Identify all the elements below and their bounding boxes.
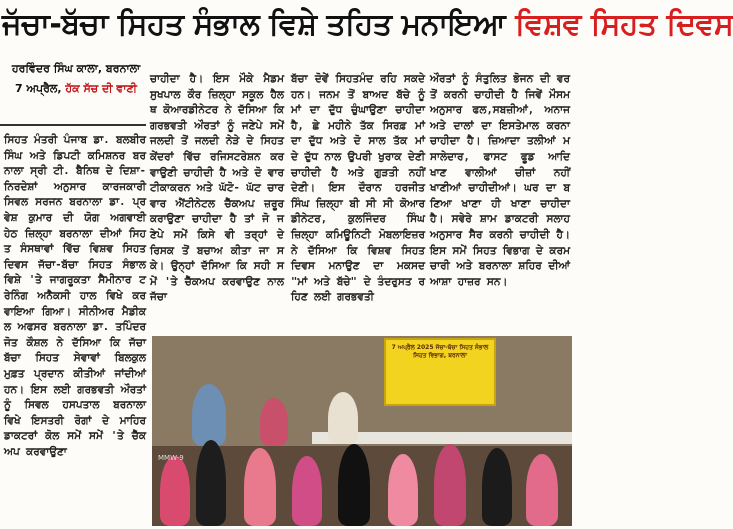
article-text: ਸਿਹਤ ਮੰਤਰੀ ਪੰਜਾਬ ਡਾ. ਬਲਬੀਰ ਸਿੰਘ ਅਤੇ ਡਿਪਟੀ ਕਮਿਸ਼ਨਰ ਬਰਨਾਲਾ ਸ੍ਰੀ ਟੀ. ਬੈਨਿਥ ਦੇ ਦਿਸ਼ਾ- ਨਿਰਦੇਸ਼ਾਂ ਅਨੁਸਾਰ ਕਾਰਜਕਾਰੀ ਸਿਵਲ ਸਰਜਨ ਬਰਨਾਲਾ ਡਾ. ਪ੍ਰਵੇਸ਼ ਕੁਮਾਰ ਦੀ ਯੋਗ ਅਗਵਾਈ ਹੇਠ ਜ਼ਿਲ੍ਹਾ ਬਰਨਾਲਾ ਦੀਆਂ ਸਿਹਤ ਸੰਸਥਾਵਾਂ ਵਿੱਚ ਵਿਸ਼ਵ ਸਿਹਤ ਦਿਵਸ ਜੱਚਾ-ਬੱਚਾ ਸਿਹਤ ਸੰਭਾਲ ਵਿਸ਼ੇ 'ਤੇ ਜਾਗਰੂਕਤਾ ਸੈਮੀਨਾਰ ਟਰੇਨਿੰਗ ਅਨੈਕਸੀ ਹਾਲ ਵਿਖੇ ਕਰਵਾਇਆ ਗਿਆ। ਸੀਨੀਅਰ ਮੈਡੀਕਲ ਅਫਸਰ ਬਰਨਾਲਾ ਡਾ. ਤਪਿੰਦਰਜੋਤ ਕੌਸ਼ਲ ਨੇ ਦੱਸਿਆ ਕਿ ਜੱਚਾ ਬੱਚਾ ਸਿਹਤ ਸੇਵਾਵਾਂ ਬਿਲਕੁਲ ਮੁਫ਼ਤ ਪ੍ਰਦਾਨ ਕੀਤੀਆਂ ਜਾਂਦੀਆਂ ਹਨ। ਇਸ ਲਈ ਗਰਭਵਤੀ ਔਰਤਾਂ ਨੂੰ ਸਿਵਲ ਹਸਪਤਾਲ ਬਰਨਾਲਾ ਵਿਖੇ ਇਸਤਰੀ ਰੋਗਾਂ ਦੇ ਮਾਹਿਰ ਡਾਕਟਰਾਂ ਕੋਲ ਸਮੇਂ ਸਮੇਂ 'ਤੇ ਚੈੱਕਅਪ ਕਰਵਾਉਣਾ bbox=[4, 134, 146, 458]
audience-figure bbox=[292, 456, 322, 526]
byline-dateline: 7 ਅਪ੍ਰੈਲ, bbox=[15, 82, 66, 95]
photo-mark: MMW-9 bbox=[158, 454, 184, 462]
headline-part-red: ਵਿਸ਼ਵ ਸਿਹਤ ਦਿਵਸ bbox=[515, 7, 733, 42]
byline-reporter: ਹਰਵਿੰਦਰ ਸਿੰਘ ਕਾਲਾ, ਬਰਨਾਲਾ bbox=[11, 62, 141, 75]
audience-figure bbox=[434, 444, 466, 526]
audience-figure bbox=[160, 456, 190, 526]
byline-agency: ਹੱਕ ਸੱਚ ਦੀ ਵਾਣੀ bbox=[65, 82, 137, 95]
headline bbox=[2, 0, 733, 50]
article-text: ਔਰਤਾਂ ਨੂੰ ਸੰਤੁਲਿਤ ਭੋਜਨ ਦੀ ਵਰਤੋਂ ਕਰਨੀ ਚਾਹੀਦੀ ਹੈ ਜਿਵੇਂ ਮੌਸਮ ਅਨੁਸਾਰ ਫਲ,ਸਬਜ਼ੀਆਂ, ਅਨਾਜ ਅਤੇ ਦਾਲਾਂ ਦਾ ਇਸਤੇਮਾਲ ਕਰਨਾ ਚਾਹੀਦਾ ਹੈ। ਜ਼ਿਆਦਾ ਤਲੀਆਂ ਮਸਾਲੇਦਾਰ, ਫਾਸਟ ਫੂਡ ਆਦਿ ਖਾਣ ਵਾਲੀਆਂ ਚੀਜ਼ਾਂ ਨਹੀਂ ਖਾਣੀਆਂ ਚਾਹੀਦੀਆਂ। ਘਰ ਦਾ ਬਣਿਆ ਖਾਣਾ ਹੀ ਖਾਣਾ ਚਾਹੀਦਾ ਹੈ। ਸਵੇਰੇ ਸ਼ਾਮ ਡਾਕਟਰੀ ਸਲਾਹ ਅਨੁਸਾਰ ਸੈਰ ਕਰਨੀ ਚਾਹੀਦੀ ਹੈ। ਇਸ ਸਮੇਂ ਸਿਹਤ ਵਿਭਾਗ ਦੇ ਕਰਮਚਾਰੀ ਅਤੇ ਬਰਨਾਲਾ ਸ਼ਹਿਰ ਦੀਆਂ ਆਸ਼ਾ ਹਾਜ਼ਰ ਸਨ। bbox=[430, 73, 570, 288]
article-column-2 bbox=[150, 72, 284, 332]
audience-figure bbox=[244, 448, 276, 526]
speaker-figure bbox=[192, 384, 226, 446]
audience-figure bbox=[196, 440, 226, 526]
speaker-figure bbox=[260, 398, 288, 446]
article-column-1 bbox=[4, 133, 146, 527]
audience-figure bbox=[526, 454, 558, 526]
article-text: ਬੱਚਾ ਦੋਵੇਂ ਸਿਹਤਮੰਦ ਰਹਿ ਸਕਦੇ ਹਨ। ਜਨਮ ਤੋਂ ਬਾਅਦ ਬੱਚੇ ਨੂੰ ਮਾਂ ਦਾ ਦੁੱਧ ਚੁੰਘਾਉਣਾ ਚਾਹੀਦਾ ਹੈ, ਛੇ ਮਹੀਨੇ ਤੱਕ ਸਿਰਫ਼ ਮਾਂ ਦਾ ਦੁੱਧ ਅਤੇ ਦੋ ਸਾਲ ਤੱਕ ਮਾਂ ਦੇ ਦੁੱਧ ਨਾਲ ਉਪਰੀ ਖੁਰਾਕ ਦੇਣੀ ਚਾਹੀਦੀ ਹੈ ਅਤੇ ਗੁੜਤੀ ਨਹੀਂ ਦੇਣੀ। ਇਸ ਦੌਰਾਨ ਹਰਜੀਤ ਸਿੰਘ ਜ਼ਿਲ੍ਹਾ ਬੀ ਸੀ ਸੀ ਕੋਆਰਡੀਨੇਟਰ, ਕੁਲਜਿੰਦਰ ਸਿੰਘ ਜ਼ਿਲ੍ਹਾ ਕਮਿਊਨਿਟੀ ਮੋਬਲਾਇਜ਼ਰ ਨੇ ਦੱਸਿਆ ਕਿ ਵਿਸ਼ਵ ਸਿਹਤ ਦਿਵਸ ਮਨਾਉਣ ਦਾ ਮਕਸਦ "ਮਾਂ ਅਤੇ ਬੱਚੇ" ਦੇ ਤੰਦਰੁਸਤ ਰਹਿਣ ਲਈ ਗਰਭਵਤੀ bbox=[291, 73, 425, 304]
seminar-photo bbox=[152, 336, 572, 526]
article-column-3 bbox=[291, 72, 425, 332]
article-column-4 bbox=[430, 72, 570, 332]
headline-part-black: ਜੱਚਾ-ਬੱਚਾ ਸਿਹਤ ਸੰਭਾਲ ਵਿਸ਼ੇ ਤਹਿਤ ਮਨਾਇਆ bbox=[2, 7, 516, 42]
event-banner bbox=[384, 338, 496, 406]
audience-figure bbox=[338, 444, 370, 526]
audience-figure bbox=[388, 454, 418, 526]
byline-divider bbox=[0, 124, 146, 126]
byline bbox=[6, 60, 146, 97]
banner-text: 7 ਅਪ੍ਰੈਲ 2025 ਜੱਚਾ-ਬੱਚਾ ਸਿਹਤ ਸੰਭਾਲ ਸਿਹਤ ਵਿਭਾਗ, ਬਰਨਾਲਾ bbox=[391, 344, 489, 359]
article-text: ਚਾਹੀਦਾ ਹੈ। ਇਸ ਮੌਕੇ ਮੈਡਮ ਸੁਖਪਾਲ ਕੌਰ ਜ਼ਿਲ੍ਹਾ ਸਕੂਲ ਹੈਲਥ ਕੋਆਰਡੀਨੇਟਰ ਨੇ ਦੱਸਿਆ ਕਿ ਗਰਭਵਤੀ ਔਰਤਾਂ ਨੂੰ ਜਣੇਪੇ ਸਮੇਂ ਜਲਦੀ ਤੋਂ ਜਲਦੀ ਨੇੜੇ ਦੇ ਸਿਹਤ ਕੇਂਦਰਾਂ ਵਿੱਚ ਰਜਿਸਟਰੇਸ਼ਨ ਕਰਵਾਉਣੀ ਚਾਹੀਦੀ ਹੈ ਅਤੇ ਦੋ ਵਾਰ ਟੀਕਾਕਰਨ ਅਤੇ ਘੱਟੋ- ਘੱਟ ਚਾਰ ਵਾਰ ਐਂਟੀਨੇਟਲ ਚੈੱਕਅਪ ਜ਼ਰੂਰ ਕਰਾਉਣਾ ਚਾਹੀਦਾ ਹੈ ਤਾਂ ਜੋ ਜਣੇਪੇ ਸਮੇਂ ਕਿਸੇ ਵੀ ਤਰ੍ਹਾਂ ਦੇ ਰਿਸਕ ਤੋਂ ਬਚਾਅ ਕੀਤਾ ਜਾ ਸਕੇ। ਉਨ੍ਹਾਂ ਦੱਸਿਆ ਕਿ ਸਹੀ ਸਮੇਂ 'ਤੇ ਚੈੱਕਅਪ ਕਰਵਾਉਣ ਨਾਲ ਜੱਚਾ bbox=[150, 73, 284, 304]
speaker-figure bbox=[328, 392, 358, 444]
audience-figure bbox=[482, 448, 512, 526]
